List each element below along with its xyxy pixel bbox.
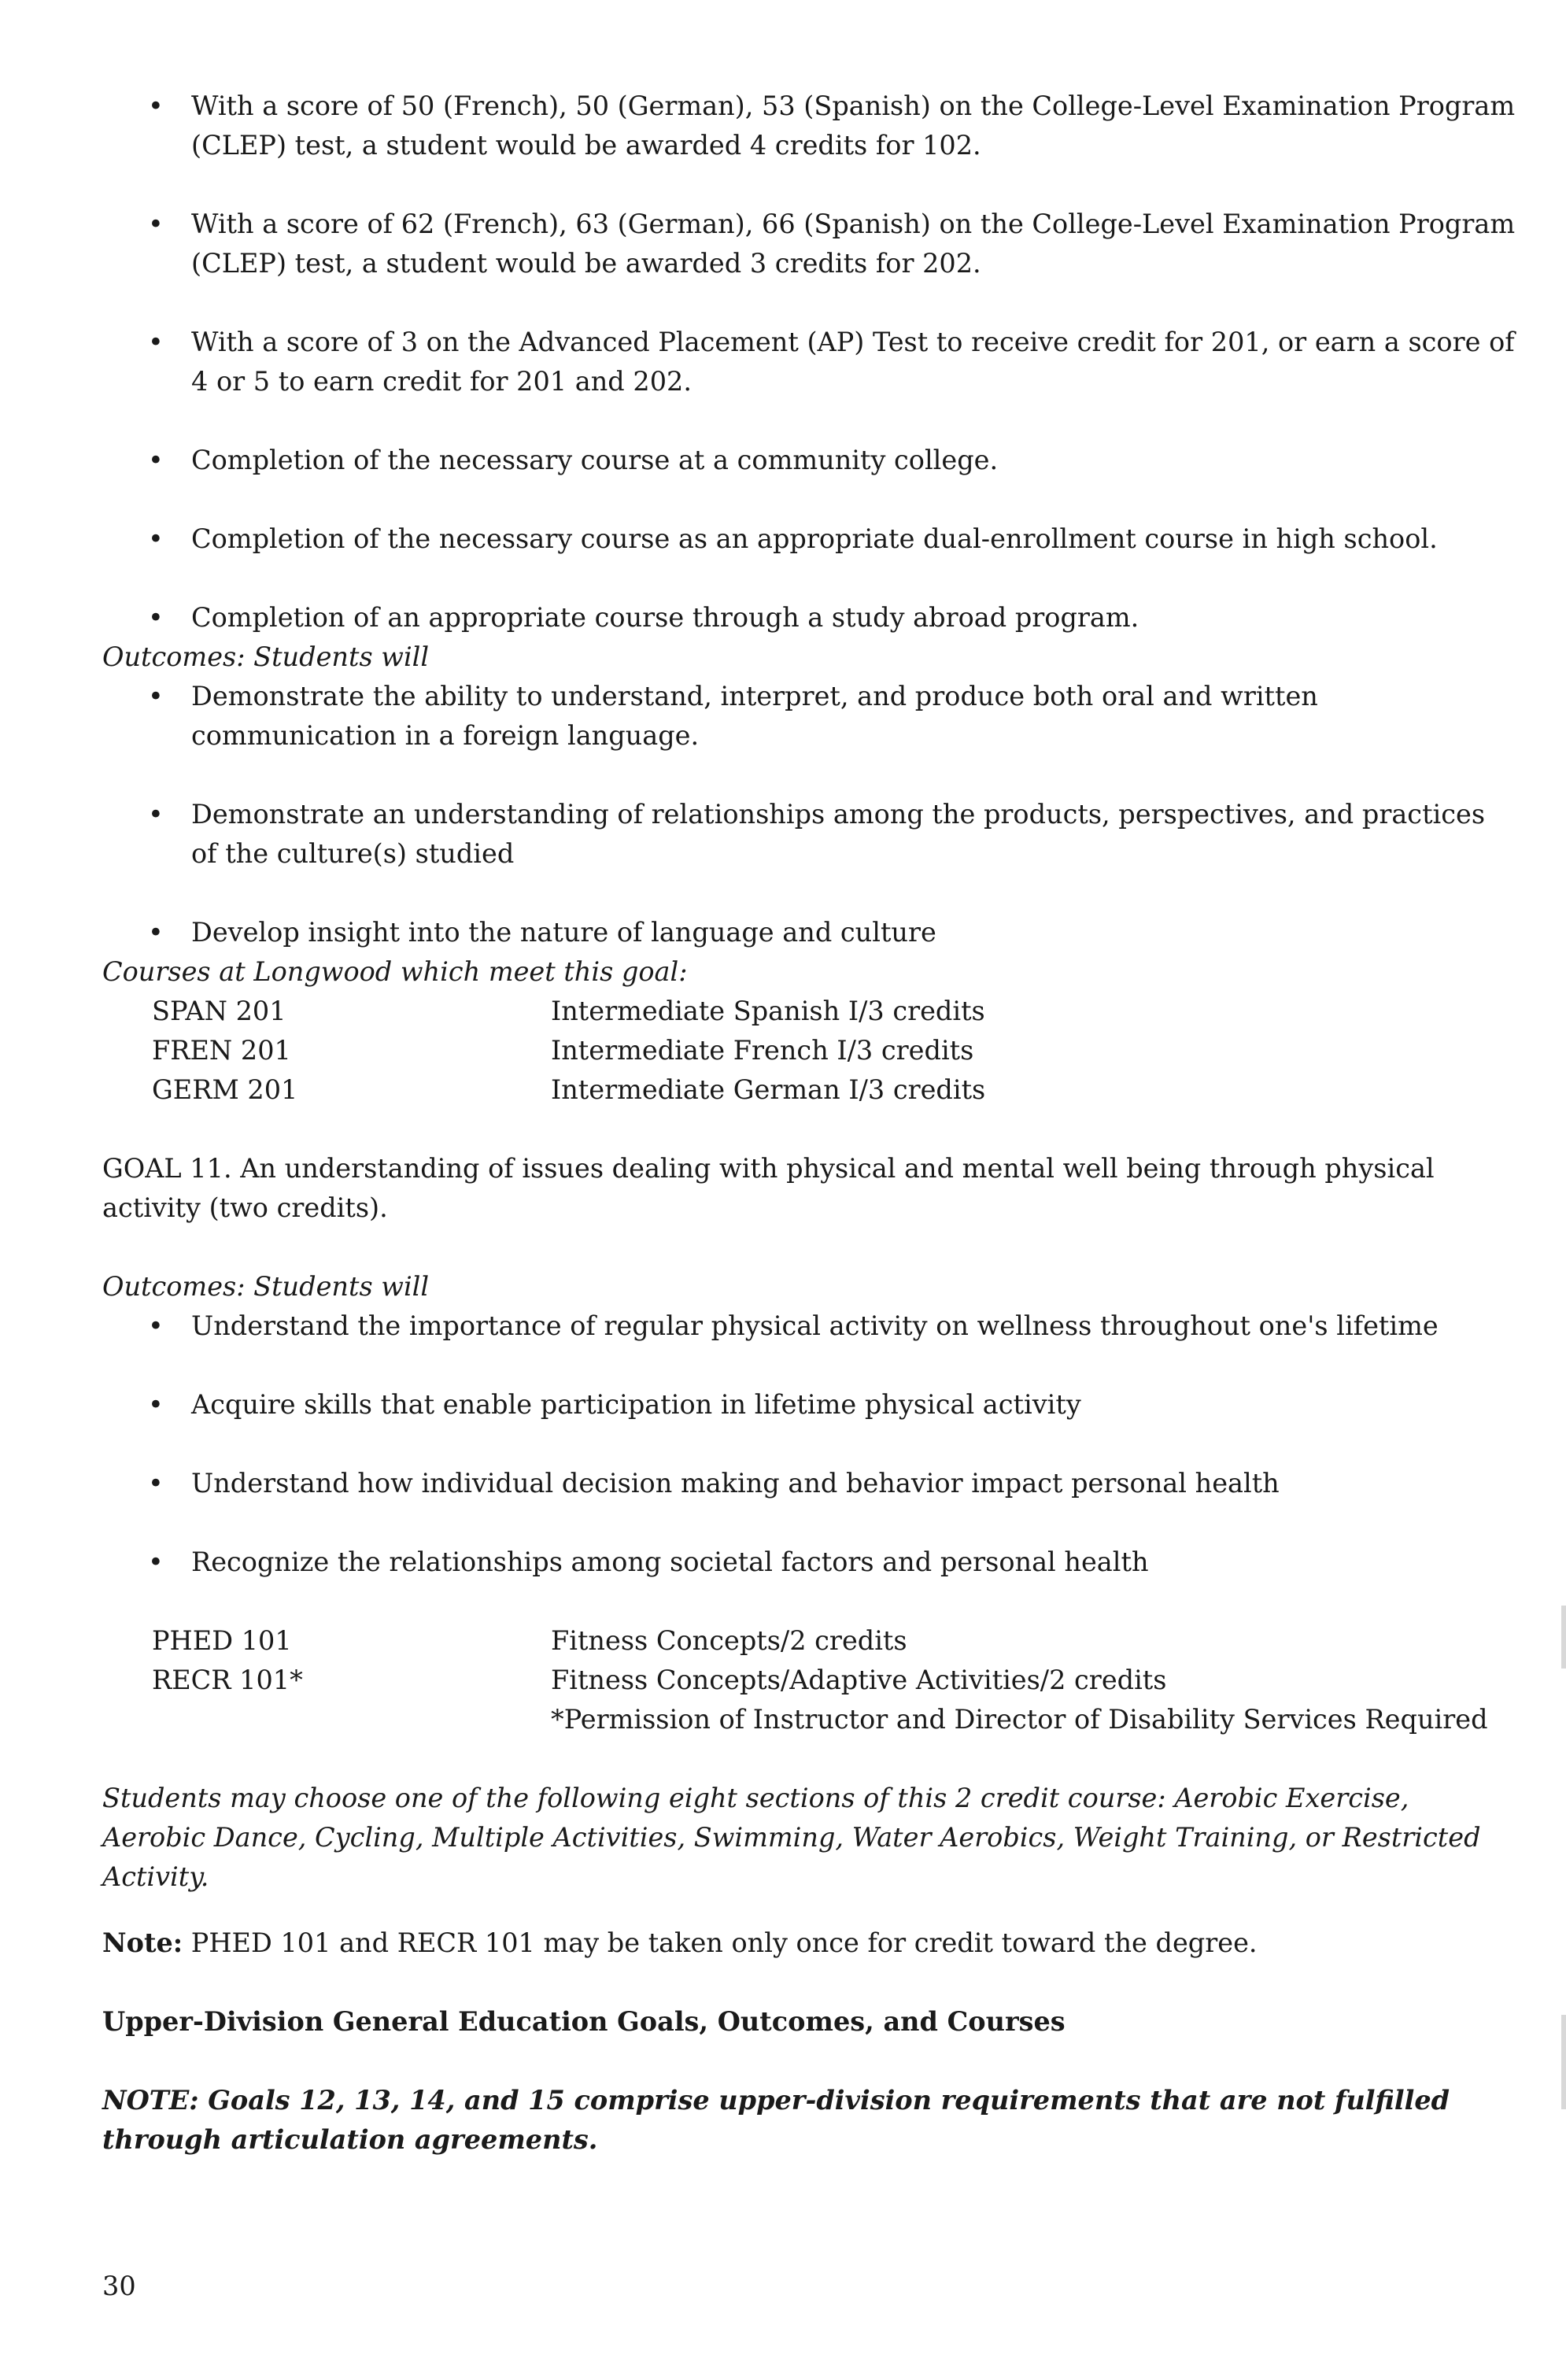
list-item-text: Completion of the necessary course as an appropriate dual-enrollment course in high school. [191, 523, 1438, 554]
course-code: GERM 201 [152, 1074, 298, 1105]
bullet-icon: • [148, 681, 164, 711]
scan-edge-mark [1561, 2015, 1566, 2109]
course-table [102, 1621, 1519, 1739]
list-item [102, 1306, 1519, 1346]
course-code: RECR 101* [152, 1665, 303, 1695]
outcomes-label: Outcomes: Students will [102, 641, 430, 672]
list-item [102, 677, 1519, 756]
course-title: Intermediate German I/3 credits [551, 1074, 986, 1105]
goal-11-paragraph [102, 1149, 1519, 1228]
upper-division-note: NOTE: Goals 12, 13, 14, and 15 comprise upper-division requirements that are not fulfilled through articulation agreements. [102, 2084, 1450, 2155]
list-item-text: With a score of 50 (French), 50 (German), 53 (Spanish) on the College-Level Examination Program (CLEP) test, a student would be awarded 4 credits for 102. [191, 91, 1516, 161]
course-title: Fitness Concepts/2 credits [551, 1625, 907, 1656]
course-code: SPAN 201 [152, 996, 286, 1026]
list-item [102, 1385, 1519, 1425]
list-item [102, 1464, 1519, 1503]
bullet-icon: • [148, 209, 164, 239]
list-item-text: Understand the importance of regular physical activity on wellness throughout one's lifetime [191, 1310, 1439, 1341]
list-item [102, 205, 1519, 283]
outcomes-list [102, 677, 1519, 952]
table-row [102, 1031, 1519, 1070]
section-choice-note: Students may choose one of the following eight sections of this 2 credit course: Aerobic Exercise, Aerobic Dance, Cycling, Multiple Activities, Swimming, Water Aerobics, Weight Training, or Restricted Activity. [102, 1783, 1481, 1892]
list-item [102, 598, 1519, 638]
list-item-text: Recognize the relationships among societal factors and personal health [191, 1547, 1149, 1577]
table-row [102, 992, 1519, 1031]
outcomes-label: Outcomes: Students will [102, 1271, 430, 1302]
note-text: PHED 101 and RECR 101 may be taken only once for credit toward the degree. [183, 1927, 1258, 1958]
bullet-icon: • [148, 917, 164, 948]
list-item [102, 323, 1519, 401]
table-row [102, 1070, 1519, 1110]
list-item-text: Develop insight into the nature of language and culture [191, 917, 936, 948]
list-item-text: Acquire skills that enable participation in lifetime physical activity [191, 1389, 1081, 1420]
table-row [102, 1700, 1519, 1739]
bullet-icon: • [148, 1547, 164, 1577]
table-row [102, 1661, 1519, 1700]
course-code: PHED 101 [152, 1625, 292, 1656]
course-code: FREN 201 [152, 1035, 291, 1066]
bullet-icon: • [148, 327, 164, 357]
list-item-text: Completion of an appropriate course through a study abroad program. [191, 602, 1139, 633]
scan-edge-mark [1561, 1606, 1566, 1669]
goal-text: An understanding of issues dealing with physical and mental well being through physical activity (two credits). [102, 1153, 1435, 1223]
list-item-text: Completion of the necessary course at a community college. [191, 445, 999, 475]
bullet-icon: • [148, 799, 164, 830]
list-item-text: Demonstrate an understanding of relationships among the products, perspectives, and practices of the culture(s) studied [191, 799, 1486, 869]
list-item [102, 913, 1519, 952]
list-item [102, 519, 1519, 559]
page-number: 30 [102, 2271, 136, 2301]
list-item-text: Demonstrate the ability to understand, interpret, and produce both oral and written communication in a foreign language. [191, 681, 1318, 751]
course-title: Intermediate French I/3 credits [551, 1035, 974, 1066]
course-table [102, 992, 1519, 1110]
list-item [102, 795, 1519, 874]
credit-options-list [102, 87, 1519, 638]
list-item-text: Understand how individual decision making and behavior impact personal health [191, 1468, 1280, 1499]
bullet-icon: • [148, 1468, 164, 1499]
course-title: Intermediate Spanish I/3 credits [551, 996, 985, 1026]
list-item [102, 87, 1519, 165]
courses-label: Courses at Longwood which meet this goal: [102, 956, 688, 987]
list-item [102, 1543, 1519, 1582]
course-title: Fitness Concepts/Adaptive Activities/2 credits [551, 1665, 1167, 1695]
note-paragraph [102, 1924, 1519, 1963]
bullet-icon: • [148, 602, 164, 633]
list-item-text: With a score of 62 (French), 63 (German), 66 (Spanish) on the College-Level Examination Program (CLEP) test, a student would be awarded 3 credits for 202. [191, 209, 1516, 279]
note-label: Note: [102, 1927, 183, 1958]
goal-label: GOAL 11. [102, 1153, 232, 1184]
course-code [102, 1700, 551, 1739]
bullet-icon: • [148, 1310, 164, 1341]
course-footnote: *Permission of Instructor and Director of Disability Services Required [551, 1704, 1488, 1735]
list-item [102, 441, 1519, 480]
outcomes-list [102, 1306, 1519, 1582]
bullet-icon: • [148, 1389, 164, 1420]
table-row [102, 1621, 1519, 1661]
section-heading: Upper-Division General Education Goals, Outcomes, and Courses [102, 2005, 1066, 2037]
bullet-icon: • [148, 445, 164, 475]
document-page [102, 87, 1519, 2186]
list-item-text: With a score of 3 on the Advanced Placement (AP) Test to receive credit for 201, or earn a score of 4 or 5 to earn credit for 201 and 202. [191, 327, 1515, 397]
bullet-icon: • [148, 523, 164, 554]
bullet-icon: • [148, 91, 164, 121]
